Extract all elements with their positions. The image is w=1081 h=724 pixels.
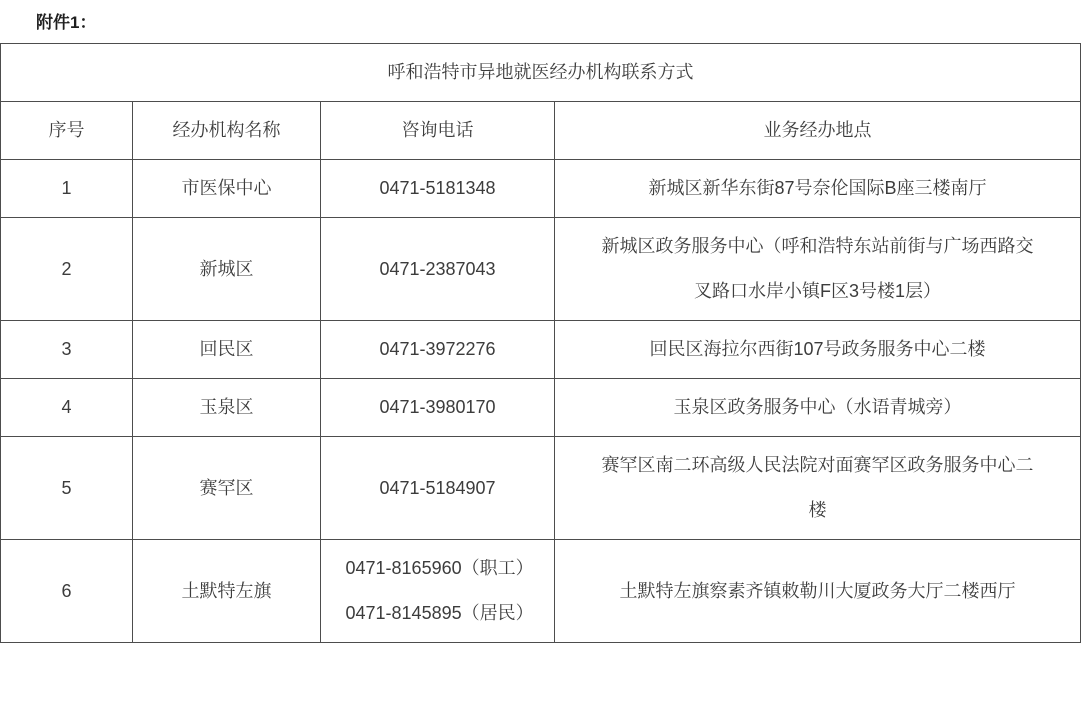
cell-address xyxy=(555,160,1081,218)
column-header-address: 业务经办地点 xyxy=(555,102,1081,160)
table-row xyxy=(1,437,1081,540)
cell-no: 2 xyxy=(1,218,133,321)
phone-number: 0471-8145895（居民） xyxy=(345,603,534,623)
address-text: 新城区新华东街87号奈伦国际B座三楼南厅 xyxy=(648,178,987,198)
column-header-phone: 咨询电话 xyxy=(321,102,555,160)
cell-no: 1 xyxy=(1,160,133,218)
address-text: 新城区政务服务中心（呼和浩特东站前街与广场西路交叉路口水岸小镇F区3号楼1层） xyxy=(601,236,1034,301)
table-row xyxy=(1,379,1081,437)
table-body xyxy=(1,160,1081,643)
cell-phone xyxy=(321,379,555,437)
cell-address xyxy=(555,540,1081,643)
cell-phone xyxy=(321,540,555,643)
cell-phone xyxy=(321,321,555,379)
address-text: 土默特左旗察素齐镇敕勒川大厦政务大厅二楼西厅 xyxy=(619,580,1016,601)
cell-agency-name: 玉泉区 xyxy=(133,379,321,437)
phone-number: 0471-2387043 xyxy=(379,258,496,279)
cell-agency-name: 新城区 xyxy=(133,218,321,321)
address-text: 赛罕区南二环高级人民法院对面赛罕区政务服务中心二楼 xyxy=(601,455,1034,520)
table-row xyxy=(1,160,1081,218)
address-text: 回民区海拉尔西街107号政务服务中心二楼 xyxy=(649,339,986,359)
table-row xyxy=(1,540,1081,643)
cell-address xyxy=(555,379,1081,437)
cell-phone xyxy=(321,160,555,218)
attachment-label: 附件1： xyxy=(36,13,97,32)
cell-no: 3 xyxy=(1,321,133,379)
cell-agency-name: 赛罕区 xyxy=(133,437,321,540)
phone-lines xyxy=(346,247,530,292)
phone-number: 0471-5181348 xyxy=(379,178,496,198)
phone-number: 0471-3972276 xyxy=(379,339,496,359)
phone-lines xyxy=(346,327,530,372)
cell-address xyxy=(555,218,1081,321)
phone-lines xyxy=(346,466,530,511)
phone-number: 0471-5184907 xyxy=(379,477,496,498)
cell-agency-name: 土默特左旗 xyxy=(133,540,321,643)
phone-lines xyxy=(345,546,534,636)
address-text: 玉泉区政务服务中心（水语青城旁） xyxy=(673,397,962,417)
table-header-row xyxy=(1,102,1081,160)
contact-table xyxy=(0,43,1081,643)
cell-agency-name: 市医保中心 xyxy=(133,160,321,218)
phone-lines xyxy=(346,385,530,430)
cell-phone xyxy=(321,218,555,321)
table-row xyxy=(1,321,1081,379)
phone-lines xyxy=(346,166,530,211)
cell-no: 6 xyxy=(1,540,133,643)
column-header-name: 经办机构名称 xyxy=(133,102,321,160)
cell-no: 4 xyxy=(1,379,133,437)
table-title-row xyxy=(1,44,1081,102)
cell-phone xyxy=(321,437,555,540)
table-row xyxy=(1,218,1081,321)
phone-number: 0471-8165960（职工） xyxy=(345,558,534,578)
phone-number: 0471-3980170 xyxy=(379,397,496,417)
table-title: 呼和浩特市异地就医经办机构联系方式 xyxy=(1,44,1081,102)
cell-address xyxy=(555,437,1081,540)
column-header-no: 序号 xyxy=(1,102,133,160)
cell-address xyxy=(555,321,1081,379)
cell-agency-name: 回民区 xyxy=(133,321,321,379)
cell-no: 5 xyxy=(1,437,133,540)
